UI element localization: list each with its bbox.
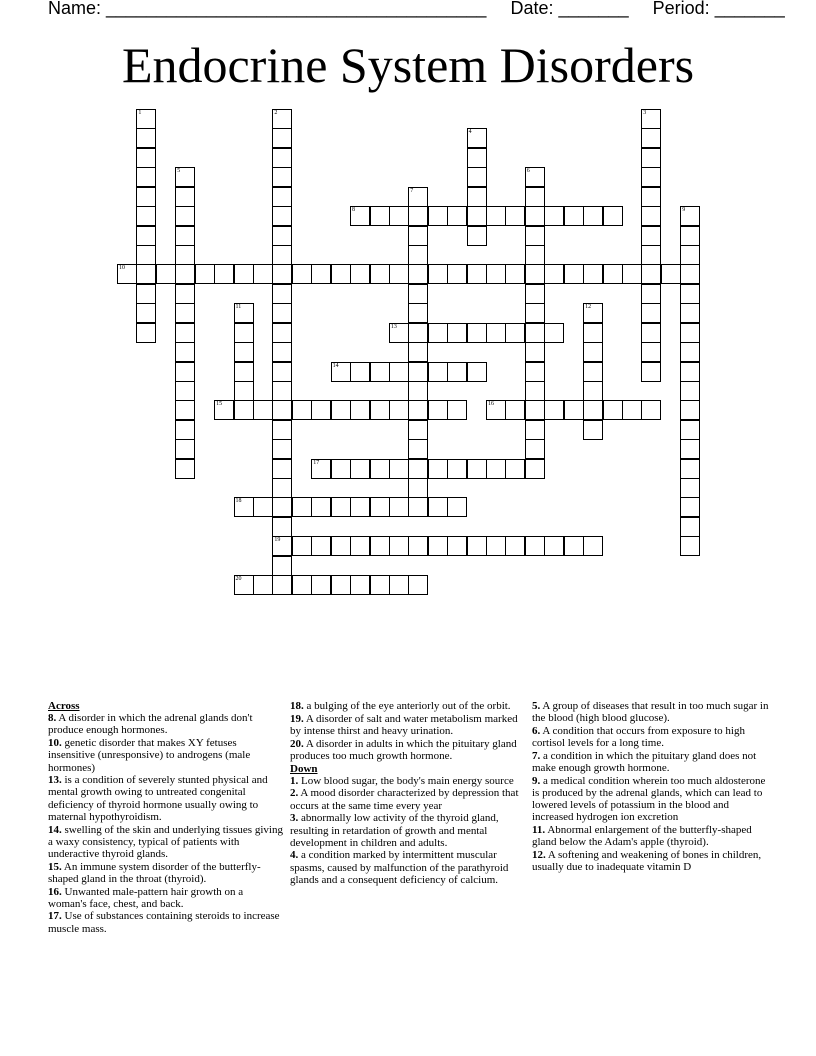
- crossword-cell[interactable]: [467, 264, 487, 284]
- crossword-cell[interactable]: [525, 187, 545, 207]
- crossword-cell[interactable]: [195, 264, 215, 284]
- crossword-cell[interactable]: [136, 167, 156, 187]
- crossword-cell[interactable]: [641, 128, 661, 148]
- period-label: Period:: [652, 0, 710, 18]
- crossword-cell[interactable]: [175, 381, 195, 401]
- crossword-cell[interactable]: [272, 575, 292, 595]
- crossword-cell[interactable]: [331, 459, 351, 479]
- clue-number: 6: [526, 168, 530, 175]
- crossword-cell[interactable]: [525, 264, 545, 284]
- crossword-cell[interactable]: [370, 459, 390, 479]
- crossword-cell[interactable]: [486, 206, 506, 226]
- crossword-cell[interactable]: [408, 226, 428, 246]
- crossword-cell[interactable]: [272, 420, 292, 440]
- clue-across-10: 10. genetic disorder that makes XY fetuses insensitive (unresponsive) to androgens (male hormones): [48, 737, 251, 774]
- crossword-cell[interactable]: [389, 323, 409, 343]
- crossword-cell[interactable]: [525, 342, 545, 362]
- crossword-cell[interactable]: [292, 497, 312, 517]
- clue-down-1: 1. Low blood sugar, the body's main energy source: [290, 774, 514, 787]
- crossword-cell[interactable]: [525, 362, 545, 382]
- clue-down-2: 2. A mood disorder characterized by depression that occurs at the same time every year: [290, 787, 519, 812]
- crossword-cell[interactable]: [505, 400, 525, 420]
- crossword-cell[interactable]: [272, 459, 292, 479]
- crossword-cell[interactable]: [525, 420, 545, 440]
- crossword-cell[interactable]: [525, 226, 545, 246]
- crossword-cell[interactable]: [408, 536, 428, 556]
- crossword-cell[interactable]: [467, 226, 487, 246]
- crossword-cell[interactable]: [525, 400, 545, 420]
- crossword-cell[interactable]: [272, 226, 292, 246]
- clue-down-3: 3. abnormally low activity of the thyroid gland, resulting in retardation of growth and mental development in children and adults.: [290, 812, 499, 849]
- crossword-cell[interactable]: [272, 342, 292, 362]
- crossword-cell[interactable]: [408, 478, 428, 498]
- crossword-cell[interactable]: [389, 459, 409, 479]
- crossword-cell[interactable]: [505, 206, 525, 226]
- name-label: Name:: [48, 0, 102, 18]
- crossword-cell[interactable]: [486, 323, 506, 343]
- crossword-cell[interactable]: [525, 303, 545, 323]
- page-title: Endocrine System Disorders: [121, 37, 695, 93]
- crossword-cell[interactable]: [680, 264, 700, 284]
- crossword-cell[interactable]: [272, 362, 292, 382]
- crossword-cell[interactable]: [641, 187, 661, 207]
- crossword-cell[interactable]: [350, 400, 370, 420]
- crossword-cell[interactable]: [525, 284, 545, 304]
- crossword-cell[interactable]: [156, 264, 176, 284]
- crossword-cell[interactable]: [389, 536, 409, 556]
- crossword-cell[interactable]: [583, 264, 603, 284]
- crossword-cell[interactable]: [680, 459, 700, 479]
- clue-down-5: 5. A group of diseases that result in too much sugar in the blood (high blood glucose).: [532, 700, 769, 725]
- crossword-cell[interactable]: [641, 323, 661, 343]
- crossword-cell[interactable]: [603, 206, 623, 226]
- crossword-cell[interactable]: [408, 284, 428, 304]
- crossword-cell[interactable]: [467, 536, 487, 556]
- crossword-cell[interactable]: [272, 556, 292, 576]
- crossword-cell[interactable]: [272, 517, 292, 537]
- crossword-cell[interactable]: [136, 206, 156, 226]
- crossword-cell[interactable]: [428, 497, 448, 517]
- crossword-cell[interactable]: [175, 245, 195, 265]
- crossword-cell[interactable]: [234, 362, 254, 382]
- crossword-cell[interactable]: [408, 575, 428, 595]
- crossword-cell[interactable]: [272, 381, 292, 401]
- crossword-cell[interactable]: [408, 303, 428, 323]
- clue-number: 17: [313, 459, 320, 466]
- crossword-cell[interactable]: [214, 400, 234, 420]
- crossword-cell[interactable]: [272, 206, 292, 226]
- crossword-cell[interactable]: [467, 323, 487, 343]
- crossword-cell[interactable]: [680, 381, 700, 401]
- crossword-cell[interactable]: [311, 575, 331, 595]
- clue-number: 7: [410, 187, 414, 194]
- crossword-cell[interactable]: [389, 400, 409, 420]
- crossword-cell[interactable]: [447, 362, 467, 382]
- crossword-cell[interactable]: [447, 459, 467, 479]
- crossword-cell[interactable]: [389, 264, 409, 284]
- crossword-cell[interactable]: [447, 264, 467, 284]
- crossword-cell[interactable]: [408, 459, 428, 479]
- crossword-cell[interactable]: [467, 167, 487, 187]
- crossword-cell[interactable]: [408, 323, 428, 343]
- crossword-cell[interactable]: [272, 303, 292, 323]
- crossword-cell[interactable]: [467, 148, 487, 168]
- crossword-cell[interactable]: [234, 400, 254, 420]
- crossword-cell[interactable]: [175, 362, 195, 382]
- crossword-cell[interactable]: [234, 575, 254, 595]
- crossword-cell[interactable]: [603, 400, 623, 420]
- clue-number: 19: [274, 537, 281, 544]
- clue-number: 11: [235, 304, 242, 311]
- crossword-cell[interactable]: [311, 459, 331, 479]
- crossword-cell[interactable]: [136, 303, 156, 323]
- crossword-cell[interactable]: [292, 536, 312, 556]
- crossword-cell[interactable]: [641, 167, 661, 187]
- crossword-cell[interactable]: [331, 497, 351, 517]
- crossword-cell[interactable]: [136, 187, 156, 207]
- crossword-cell[interactable]: [253, 400, 273, 420]
- clue-number: 20: [235, 576, 242, 583]
- clues-column-1: [48, 700, 284, 935]
- crossword-cell[interactable]: [272, 187, 292, 207]
- clue-down-6: 6. A condition that occurs from exposure to high cortisol levels for a long time.: [532, 724, 745, 750]
- clue-down-12: 12. A softening and weakening of bones in children, usually due to inadequate vitamin D: [532, 848, 762, 874]
- crossword-cell[interactable]: [350, 497, 370, 517]
- crossword-cell[interactable]: [234, 381, 254, 401]
- crossword-cell[interactable]: [272, 264, 292, 284]
- crossword-cell[interactable]: [175, 459, 195, 479]
- across-heading: Across: [48, 700, 80, 712]
- crossword-cell[interactable]: [175, 323, 195, 343]
- clues-column-2: [290, 700, 526, 887]
- crossword-cell[interactable]: [428, 536, 448, 556]
- crossword-cell[interactable]: [253, 575, 273, 595]
- clue-down-9: 9. a medical condition wherein too much aldosterone is produced by the adrenal glands, which can lead to lowered levels of potassium in the blood and increased hydrogen ion excretion: [532, 774, 766, 824]
- crossword-cell[interactable]: [272, 400, 292, 420]
- crossword-cell[interactable]: [408, 420, 428, 440]
- crossword-cell[interactable]: [525, 167, 545, 187]
- crossword-cell[interactable]: [370, 264, 390, 284]
- crossword-cell[interactable]: [234, 342, 254, 362]
- crossword-cell[interactable]: [525, 206, 545, 226]
- crossword-cell[interactable]: [622, 400, 642, 420]
- crossword-cell[interactable]: [331, 575, 351, 595]
- crossword-cell[interactable]: [311, 264, 331, 284]
- crossword-cell[interactable]: [641, 226, 661, 246]
- crossword-cell[interactable]: [408, 187, 428, 207]
- crossword-cell[interactable]: [272, 536, 292, 556]
- crossword-cell[interactable]: [641, 245, 661, 265]
- crossword-cell[interactable]: [136, 226, 156, 246]
- crossword-cell[interactable]: [641, 148, 661, 168]
- crossword-cell[interactable]: [428, 206, 448, 226]
- crossword-cell[interactable]: [680, 400, 700, 420]
- crossword-cell[interactable]: [175, 420, 195, 440]
- crossword-cell[interactable]: [661, 264, 681, 284]
- crossword-cell[interactable]: [272, 128, 292, 148]
- crossword-cell[interactable]: [389, 575, 409, 595]
- crossword-cell[interactable]: [525, 459, 545, 479]
- clue-across-17: 17. Use of substances containing steroids to increase muscle mass.: [48, 910, 280, 935]
- crossword-cell[interactable]: [272, 148, 292, 168]
- clue-down-7: 7. a condition in which the pituitary gland does not make enough growth hormone.: [532, 749, 757, 775]
- crossword-cell[interactable]: [234, 323, 254, 343]
- crossword-cell[interactable]: [234, 497, 254, 517]
- crossword-cell[interactable]: [292, 400, 312, 420]
- crossword-cell[interactable]: [175, 303, 195, 323]
- crossword-cell[interactable]: [467, 187, 487, 207]
- period-field[interactable]: _______: [714, 0, 785, 18]
- crossword-cell[interactable]: [583, 362, 603, 382]
- crossword-cell[interactable]: [680, 362, 700, 382]
- crossword-cell[interactable]: [583, 342, 603, 362]
- crossword-cell[interactable]: [350, 362, 370, 382]
- crossword-cell[interactable]: [505, 264, 525, 284]
- crossword-cell[interactable]: [525, 381, 545, 401]
- crossword-cell[interactable]: [525, 245, 545, 265]
- clue-across-20: 20. A disorder in adults in which the pituitary gland produces too much growth hormone.: [290, 737, 517, 762]
- clue-down-4: 4. a condition marked by intermittent muscular spasms, caused by malfunction of the parathyroid glands and a consequent deficiency of calcium.: [290, 849, 509, 886]
- crossword-cell[interactable]: [680, 517, 700, 537]
- crossword-cell[interactable]: [136, 128, 156, 148]
- clue-across-15: 15. An immune system disorder of the butterfly-shaped gland in the throat (thyroid).: [48, 860, 261, 885]
- crossword-cell[interactable]: [680, 226, 700, 246]
- crossword-cell[interactable]: [370, 497, 390, 517]
- crossword-cell[interactable]: [350, 459, 370, 479]
- crossword-cell[interactable]: [175, 226, 195, 246]
- crossword-cell[interactable]: [370, 536, 390, 556]
- crossword-cell[interactable]: [486, 536, 506, 556]
- crossword-cell[interactable]: [175, 167, 195, 187]
- crossword-cell[interactable]: [136, 284, 156, 304]
- crossword-cell[interactable]: [272, 167, 292, 187]
- crossword-cell[interactable]: [253, 264, 273, 284]
- crossword-cell[interactable]: [603, 264, 623, 284]
- crossword-cell[interactable]: [583, 400, 603, 420]
- crossword-cell[interactable]: [428, 459, 448, 479]
- crossword-cell[interactable]: [428, 323, 448, 343]
- crossword-cell[interactable]: [311, 400, 331, 420]
- crossword-cell[interactable]: [525, 439, 545, 459]
- crossword-cell[interactable]: [292, 575, 312, 595]
- crossword-cell[interactable]: [680, 439, 700, 459]
- crossword-cell[interactable]: [680, 284, 700, 304]
- crossword-cell[interactable]: [175, 206, 195, 226]
- crossword-cell[interactable]: [234, 264, 254, 284]
- date-field[interactable]: _______: [558, 0, 629, 18]
- crossword-cell[interactable]: [583, 420, 603, 440]
- clue-number: 8: [352, 207, 355, 214]
- crossword-cell[interactable]: [272, 439, 292, 459]
- crossword-cell[interactable]: [428, 264, 448, 284]
- crossword-cell[interactable]: [136, 323, 156, 343]
- crossword-cell[interactable]: [408, 497, 428, 517]
- name-field[interactable]: ______________________________________: [106, 0, 487, 18]
- crossword-cell[interactable]: [350, 206, 370, 226]
- clue-number: 14: [332, 362, 339, 369]
- clue-number: 2: [274, 110, 278, 116]
- crossword-cell[interactable]: [583, 381, 603, 401]
- crossword-cell[interactable]: [370, 400, 390, 420]
- crossword-cell[interactable]: [680, 420, 700, 440]
- crossword-cell[interactable]: [272, 109, 292, 129]
- crossword-cell[interactable]: [408, 362, 428, 382]
- crossword-cell[interactable]: [331, 362, 351, 382]
- crossword-cell[interactable]: [389, 362, 409, 382]
- crossword-cell[interactable]: [370, 206, 390, 226]
- crossword-cell[interactable]: [350, 264, 370, 284]
- crossword-cell[interactable]: [486, 459, 506, 479]
- clue-number: 12: [585, 304, 592, 311]
- crossword-cell[interactable]: [175, 284, 195, 304]
- crossword-cell[interactable]: [583, 206, 603, 226]
- crossword-cell[interactable]: [641, 284, 661, 304]
- crossword-cell[interactable]: [486, 264, 506, 284]
- clue-across-13: 13. is a condition of severely stunted physical and mental growth owing to untreated congenital deficiency of thyroid hormone usually owing to maternal hypothyroidism.: [48, 774, 268, 823]
- clue-number: 18: [235, 498, 242, 505]
- crossword-cell[interactable]: [525, 536, 545, 556]
- clues-column-3: [532, 700, 772, 874]
- crossword-cell[interactable]: [428, 362, 448, 382]
- crossword-cell[interactable]: [622, 264, 642, 284]
- crossword-cell[interactable]: [447, 536, 467, 556]
- crossword-cell[interactable]: [447, 400, 467, 420]
- crossword-cell[interactable]: [680, 206, 700, 226]
- clue-number: 16: [488, 401, 494, 408]
- crossword-cell[interactable]: [175, 187, 195, 207]
- crossword-cell[interactable]: [467, 128, 487, 148]
- crossword-cell[interactable]: [408, 264, 428, 284]
- crossword-cell[interactable]: [467, 459, 487, 479]
- crossword-cell[interactable]: [389, 497, 409, 517]
- crossword-cell[interactable]: [680, 497, 700, 517]
- crossword-cell[interactable]: [408, 342, 428, 362]
- crossword-cell[interactable]: [292, 264, 312, 284]
- crossword-cell[interactable]: [408, 381, 428, 401]
- crossword-cell[interactable]: [583, 323, 603, 343]
- clue-down-11: 11. Abnormal enlargement of the butterfly-shaped gland below the Adam's apple (thyroid).: [532, 824, 752, 849]
- crossword-cell[interactable]: [331, 536, 351, 556]
- crossword-cell[interactable]: [641, 206, 661, 226]
- crossword-cell[interactable]: [136, 148, 156, 168]
- crossword-cell[interactable]: [331, 400, 351, 420]
- crossword-cell[interactable]: [564, 400, 584, 420]
- down-heading: Down: [290, 762, 318, 775]
- crossword-cell[interactable]: [544, 264, 564, 284]
- crossword-cell[interactable]: [505, 323, 525, 343]
- crossword-cell[interactable]: [641, 400, 661, 420]
- clue-number: 1: [138, 110, 142, 116]
- clue-across-8: 8. A disorder in which the adrenal glands don't produce enough hormones.: [48, 712, 253, 737]
- crossword-cell[interactable]: [505, 536, 525, 556]
- crossword-cell[interactable]: [370, 575, 390, 595]
- crossword-cell[interactable]: [564, 264, 584, 284]
- crossword-cell[interactable]: [408, 439, 428, 459]
- crossword-cell[interactable]: [311, 497, 331, 517]
- clue-number: 13: [390, 323, 397, 330]
- crossword-cell[interactable]: [350, 575, 370, 595]
- clue-number: 15: [216, 401, 223, 408]
- crossword-cell[interactable]: [272, 284, 292, 304]
- crossword-cell[interactable]: [467, 362, 487, 382]
- crossword-cell[interactable]: [564, 536, 584, 556]
- crossword-cell[interactable]: [175, 342, 195, 362]
- crossword-cell[interactable]: [641, 109, 661, 129]
- crossword-cell[interactable]: [680, 245, 700, 265]
- crossword-cell[interactable]: [408, 400, 428, 420]
- crossword-cell[interactable]: [389, 206, 409, 226]
- date-label: Date:: [510, 0, 554, 18]
- crossword-cell[interactable]: [544, 323, 564, 343]
- crossword-cell[interactable]: [234, 303, 254, 323]
- clue-across-18: 18. a bulging of the eye anteriorly out of the orbit.: [290, 700, 511, 712]
- crossword-cell[interactable]: [641, 342, 661, 362]
- crossword-cell[interactable]: [175, 400, 195, 420]
- crossword-cell[interactable]: [214, 264, 234, 284]
- crossword-cell[interactable]: [641, 303, 661, 323]
- crossword-cell[interactable]: [447, 497, 467, 517]
- crossword-cell[interactable]: [447, 323, 467, 343]
- crossword-cell[interactable]: [272, 323, 292, 343]
- crossword-cell[interactable]: [117, 264, 137, 284]
- crossword-cell[interactable]: [564, 206, 584, 226]
- clue-number: 3: [643, 110, 647, 116]
- crossword-cell[interactable]: [583, 303, 603, 323]
- crossword-cell[interactable]: [272, 497, 292, 517]
- crossword-cell[interactable]: [467, 206, 487, 226]
- clue-number: 10: [119, 265, 125, 272]
- crossword-cell[interactable]: [136, 264, 156, 284]
- crossword-cell[interactable]: [680, 342, 700, 362]
- crossword-cell[interactable]: [544, 206, 564, 226]
- crossword-cell[interactable]: [525, 323, 545, 343]
- crossword-cell[interactable]: [272, 245, 292, 265]
- crossword-cell[interactable]: [680, 323, 700, 343]
- crossword-cell[interactable]: [583, 536, 603, 556]
- crossword-cell[interactable]: [136, 245, 156, 265]
- clue-number: 9: [682, 207, 686, 214]
- crossword-cell[interactable]: [272, 478, 292, 498]
- crossword-cell[interactable]: [680, 478, 700, 498]
- clue-across-16: 16. Unwanted male-pattern hair growth on a woman's face, chest, and back.: [48, 885, 244, 910]
- crossword-cell[interactable]: [505, 459, 525, 479]
- crossword-cell[interactable]: [331, 264, 351, 284]
- crossword-cell[interactable]: [253, 497, 273, 517]
- crossword-cell[interactable]: [136, 109, 156, 129]
- crossword-cell[interactable]: [641, 362, 661, 382]
- crossword-cell[interactable]: [680, 303, 700, 323]
- crossword-cell[interactable]: [641, 264, 661, 284]
- crossword-cell[interactable]: [544, 400, 564, 420]
- clue-across-14: 14. swelling of the skin and underlying tissues giving a waxy consistency, typical of patients with underactive thyroid glands.: [48, 823, 283, 860]
- crossword-cell[interactable]: [350, 536, 370, 556]
- crossword-cell[interactable]: [311, 536, 331, 556]
- crossword-cell[interactable]: [447, 206, 467, 226]
- crossword-cell[interactable]: [408, 245, 428, 265]
- clue-number: 5: [177, 168, 181, 175]
- crossword-cell[interactable]: [408, 206, 428, 226]
- clue-across-19: 19. A disorder of salt and water metabolism marked by intense thirst and heavy urination.: [290, 712, 518, 737]
- crossword-cell[interactable]: [175, 439, 195, 459]
- crossword-cell[interactable]: [486, 400, 506, 420]
- clue-number: 4: [468, 129, 472, 136]
- crossword-cell[interactable]: [370, 362, 390, 382]
- crossword-cell[interactable]: [680, 536, 700, 556]
- crossword-cell[interactable]: [175, 264, 195, 284]
- crossword-cell[interactable]: [428, 400, 448, 420]
- crossword-cell[interactable]: [544, 536, 564, 556]
